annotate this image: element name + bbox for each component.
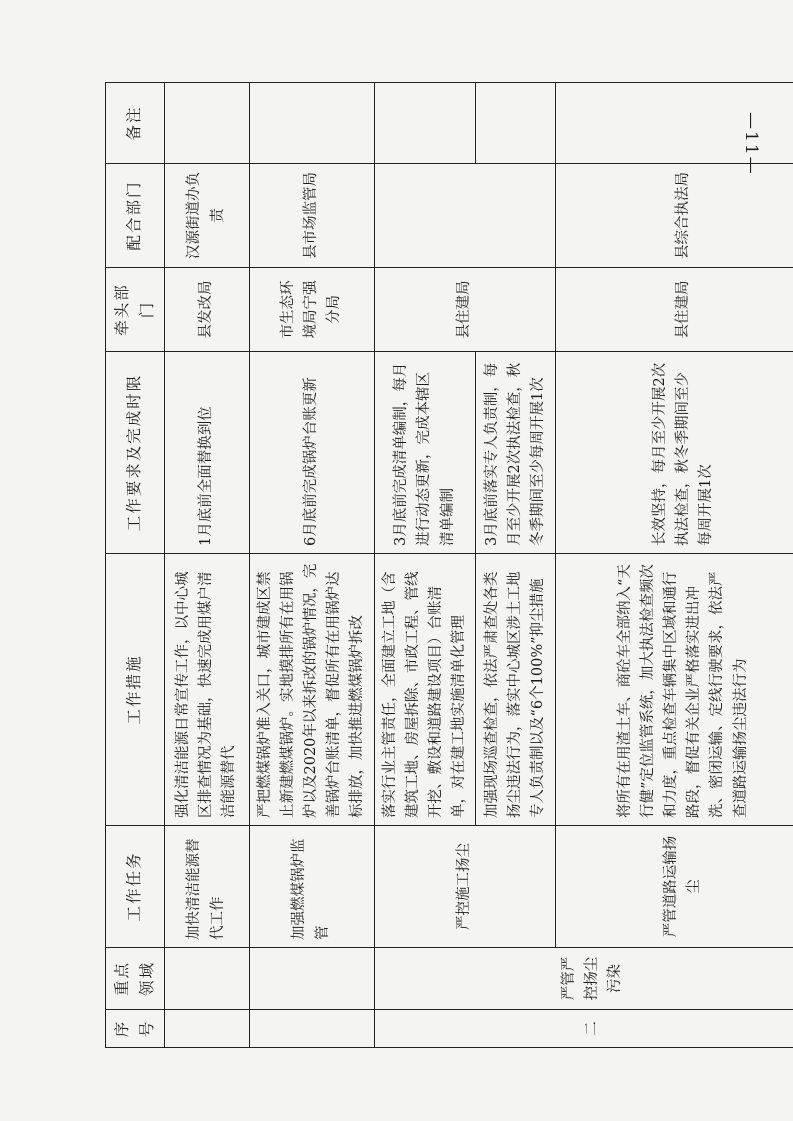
header-no: 序号 [106, 1010, 165, 1048]
cell-task: 加强燃煤锅炉监管 [249, 826, 374, 948]
header-requirement: 工作要求及完成时限 [106, 352, 165, 554]
rotated-table-wrapper [105, 83, 749, 1048]
cell-no [164, 1010, 249, 1048]
cell-measures: 加强现场巡查检查，依法严肃查处各类扬尘违法行为，落实中心城区涉土工地专人负责制以及“6个100%”抑尘措施 [476, 554, 556, 826]
table-row [374, 83, 476, 1048]
table-row [249, 83, 374, 1048]
cell-no [249, 1010, 374, 1048]
cell-cooperate: 汉源街道办负责 [164, 164, 249, 268]
cell-remark [374, 83, 476, 164]
cell-requirement: 3月底前完成清单编制，每月进行动态更新，完成本辖区清单编制 [374, 352, 476, 554]
header-lead: 牵头部门 [106, 268, 165, 352]
cell-requirement: 6月底前完成锅炉台账更新 [249, 352, 374, 554]
cell-remark [164, 83, 249, 164]
cell-requirement: 长效坚持，每月至少开展2次执法检查，秋冬季期间至少每周开展1次 [556, 352, 793, 554]
cell-remark [249, 83, 374, 164]
cell-task: 加快清洁能源替代工作 [164, 826, 249, 948]
cell-cooperate: 县综合执法局 [556, 164, 793, 268]
cell-cooperate: 县市场监管局 [249, 164, 374, 268]
cell-lead-merged: 县住建局 [374, 268, 556, 352]
cell-measures: 将所有在用渣土车、商砼车全部纳入“天行健”定位监管系统，加大执法检查频次和力度，重点检查车辆集中区域和通行路段，督促有关企业严格落实进出冲洗、密闭运输、定线行驶要求，依法严查道路运输扬尘违法行为 [556, 554, 793, 826]
cell-remark [476, 83, 556, 164]
cell-cooperate [374, 164, 556, 268]
cell-no-two: 二 [374, 1010, 793, 1048]
header-task: 工作任务 [106, 826, 165, 948]
cell-requirement: 1月底前全面替换到位 [164, 352, 249, 554]
cell-measures: 严把燃煤锅炉准入关口，城市建成区禁止新建燃煤锅炉。实地摸排所有在用锅炉以及2020年以来拆改的锅炉情况，完善锅炉台账清单，督促所有在用锅炉达标排放，加快推进燃煤锅炉拆改 [249, 554, 374, 826]
header-field: 重点领域 [106, 948, 165, 1010]
header-row [106, 83, 165, 1048]
cell-field [164, 948, 249, 1010]
page-number: —11— [741, 112, 761, 176]
cell-task: 严管道路运输扬尘 [556, 826, 793, 948]
table-row [556, 83, 793, 1048]
cell-field-dust: 严管严控扬尘污染 [374, 948, 793, 1010]
header-remark: 备注 [106, 83, 165, 164]
header-measures: 工作措施 [106, 554, 165, 826]
cell-task-construction-dust: 严控施工扬尘 [374, 826, 556, 948]
cell-lead: 县发改局 [164, 268, 249, 352]
cell-measures: 强化清洁能源日常宣传工作，以中心城区排查情况为基础，快速完成用煤户清洁能源替代 [164, 554, 249, 826]
cell-requirement: 3月底前落实专人负责制，每月至少开展2次执法检查，秋冬季期间至少每周开展1次 [476, 352, 556, 554]
work-plan-table [105, 82, 793, 1048]
table-row [164, 83, 249, 1048]
header-cooperate: 配合部门 [106, 164, 165, 268]
cell-lead: 县住建局 [556, 268, 793, 352]
cell-lead: 市生态环境局宁强分局 [249, 268, 374, 352]
cell-field [249, 948, 374, 1010]
cell-measures: 落实行业主管责任，全面建立工地（含建筑工地、房屋拆除、市政工程、管线开挖、敷设和道路建设项目）台账清单，对在建工地实施清单化管理 [374, 554, 476, 826]
